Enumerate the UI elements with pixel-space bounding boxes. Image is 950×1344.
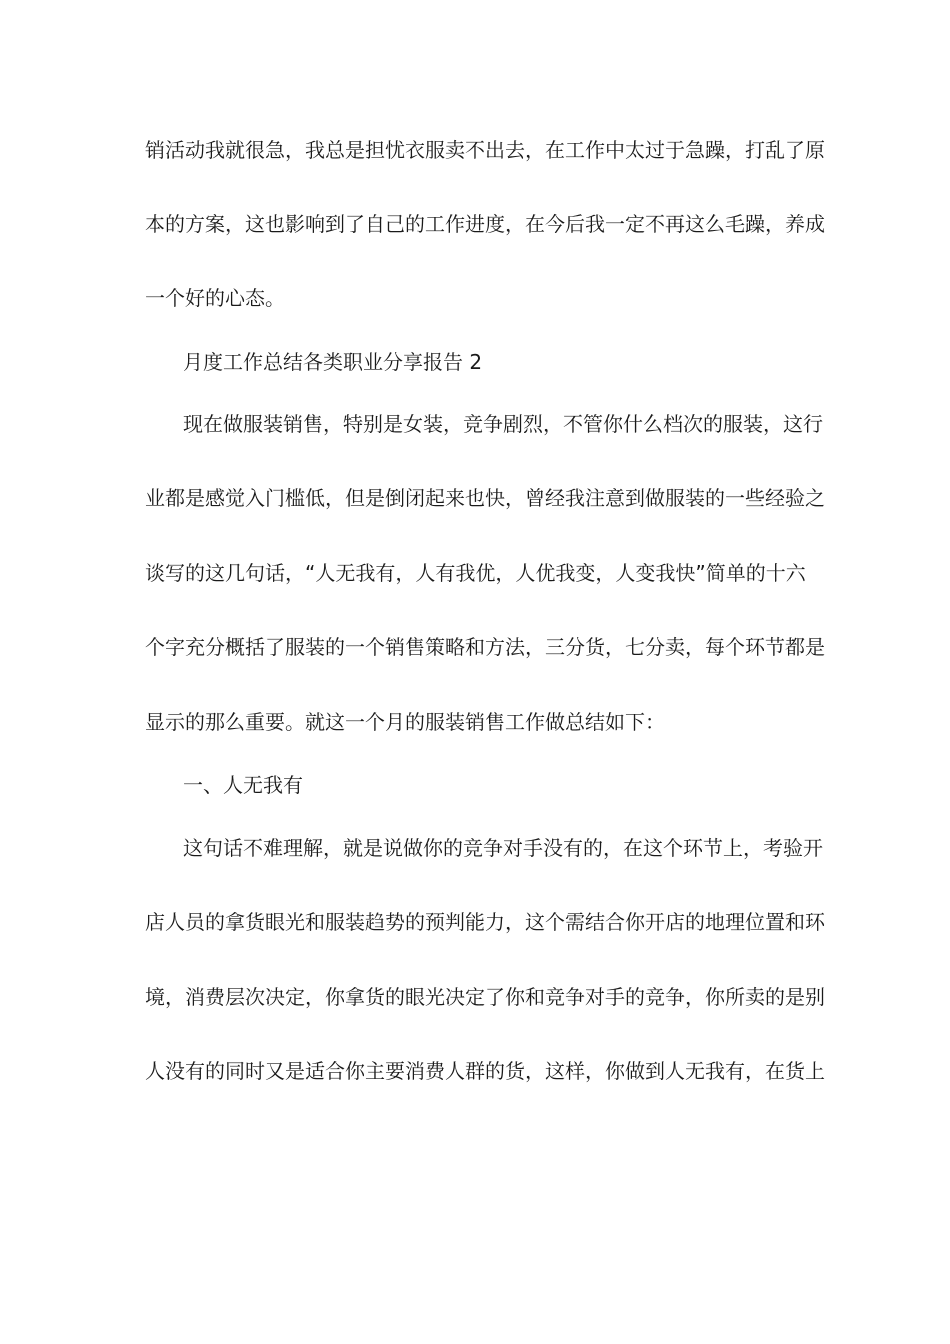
paragraph-line: 销活动我就很急，我总是担忧衣服卖不出去，在工作中太过于急躁，打乱了原 <box>145 138 825 162</box>
paragraph-line: 谈写的这几句话，“人无我有，人有我优，人优我变，人变我快”简单的十六 <box>145 561 806 585</box>
paragraph-line: 本的方案，这也影响到了自己的工作进度，在今后我一定不再这么毛躁，养成 <box>145 212 825 236</box>
paragraph-line: 这句话不难理解，就是说做你的竞争对手没有的，在这个环节上，考验开 <box>183 836 823 860</box>
paragraph-line: 业都是感觉入门槛低，但是倒闭起来也快，曾经我注意到做服装的一些经验之 <box>145 486 825 510</box>
paragraph-line: 一个好的心态。 <box>145 286 285 310</box>
section-heading: 一、人无我有 <box>183 773 303 797</box>
paragraph-line: 境，消费层次决定，你拿货的眼光决定了你和竞争对手的竞争，你所卖的是别 <box>145 985 825 1009</box>
paragraph-line: 店人员的拿货眼光和服装趋势的预判能力，这个需结合你开店的地理位置和环 <box>145 910 825 934</box>
section-title: 月度工作总结各类职业分享报告 2 <box>183 350 483 374</box>
paragraph-line: 人没有的同时又是适合你主要消费人群的货，这样，你做到人无我有，在货上 <box>145 1059 825 1083</box>
paragraph-line: 显示的那么重要。就这一个月的服装销售工作做总结如下： <box>145 710 665 734</box>
paragraph-line: 个字充分概括了服装的一个销售策略和方法，三分货，七分卖，每个环节都是 <box>145 635 825 659</box>
paragraph-line: 现在做服装销售，特别是女装，竞争剧烈，不管你什么档次的服装，这行 <box>183 412 823 436</box>
